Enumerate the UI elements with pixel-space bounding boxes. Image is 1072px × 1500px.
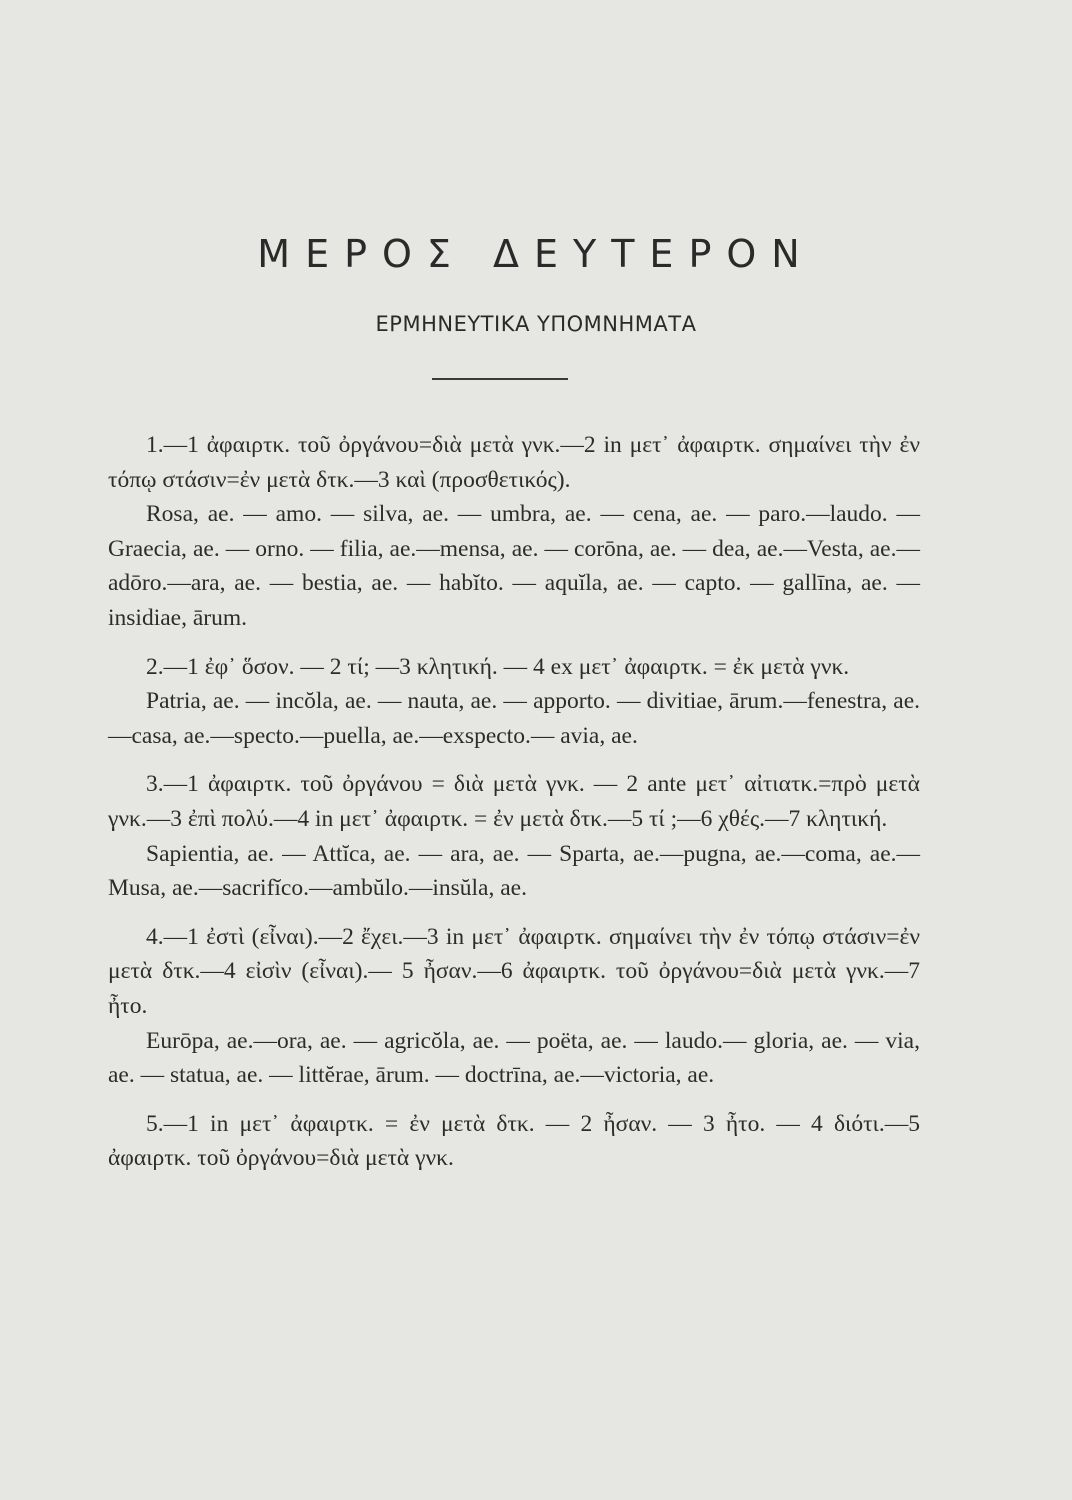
note-vocabulary: Eurōpa, ae.—ora, ae. — agricŏla, ae. — poëta, ae. — laudo.— gloria, ae. — via, ae. — statua, ae. — littĕrae, ārum. — doctrīna, ae.—victoria, ae. bbox=[108, 1027, 920, 1089]
note-vocabulary: Sapientia, ae. — Attĭca, ae. — ara, ae. — Sparta, ae.—pugna, ae.—coma, ae.—Musa, ae.—sacrifĭco.—ambŭlo.—insŭla, ae. bbox=[108, 840, 920, 902]
page-title: ΜΕΡΟΣ ΔΕΥΤΕΡΟΝ bbox=[257, 232, 815, 276]
note-2 bbox=[108, 650, 920, 754]
note-commentary: 4.—1 ἐστὶ (εἶναι).—2 ἔχει.—3 in μετ᾽ ἀφαιρτκ. σημαίνει τὴν ἐν τόπῳ στάσιν=ἐν μετὰ δτκ.—4 εἰσὶν (εἶναι).— 5 ἦσαν.—6 ἀφαιρτκ. τοῦ ὀργάνου=διὰ μετὰ γνκ.—7 ἦτο. bbox=[108, 923, 920, 1019]
note-commentary: 5.—1 in μετ᾽ ἀφαιρτκ. = ἐν μετὰ δτκ. — 2 ἦσαν. — 3 ἦτο. — 4 διότι.—5 ἀφαιρτκ. τοῦ ὀργάνου=διὰ μετὰ γνκ. bbox=[108, 1110, 920, 1172]
notes-section bbox=[108, 428, 920, 1190]
note-4 bbox=[108, 920, 920, 1093]
note-commentary: 3.—1 ἀφαιρτκ. τοῦ ὀργάνου = διὰ μετὰ γνκ. — 2 ante μετ᾽ αἰτιατκ.=πρὸ μετὰ γνκ.—3 ἐπὶ πολύ.—4 in μετ᾽ ἀφαιρτκ. = ἐν μετὰ δτκ.—5 τί ;—6 χθές.—7 κλητική. bbox=[108, 771, 920, 832]
note-vocabulary: Rosa, ae. — amo. — silva, ae. — umbra, ae. — cena, ae. — paro.—laudo. — Graecia, ae. — orno. — filia, ae.—mensa, ae. — corōna, ae. — dea, ae.—Vesta, ae.—adōro.—ara, ae. — bestia, ae. — habĭto. — aquĭla, ae. — capto. — gallīna, ae. — insidiae, ārum. bbox=[108, 501, 920, 631]
note-1 bbox=[108, 428, 920, 636]
note-commentary: 2.—1 ἐφ᾽ ὅσον. — 2 τί; —3 κλητική. — 4 ex μετ᾽ ἀφαιρτκ. = ἐκ μετὰ γνκ. bbox=[146, 653, 850, 680]
title-divider bbox=[432, 378, 568, 380]
note-vocabulary: Patria, ae. — incŏla, ae. — nauta, ae. — apporto. — divitiae, ārum.—fenestra, ae.—casa, ae.—specto.—puella, ae.—exspecto.— avia, ae. bbox=[108, 688, 920, 749]
note-commentary: 1.—1 ἀφαιρτκ. τοῦ ὀργάνου=διὰ μετὰ γνκ.—2 in μετ᾽ ἀφαιρτκ. σημαίνει τὴν ἐν τόπῳ στάσιν=ἐν μετὰ δτκ.—3 καὶ (προσθετικός). bbox=[108, 432, 920, 493]
note-3 bbox=[108, 767, 920, 905]
page-subtitle: ΕΡΜΗΝΕΥΤΙΚΑ ΥΠΟΜΝΗΜΑΤΑ bbox=[375, 312, 697, 336]
note-5 bbox=[108, 1107, 920, 1176]
